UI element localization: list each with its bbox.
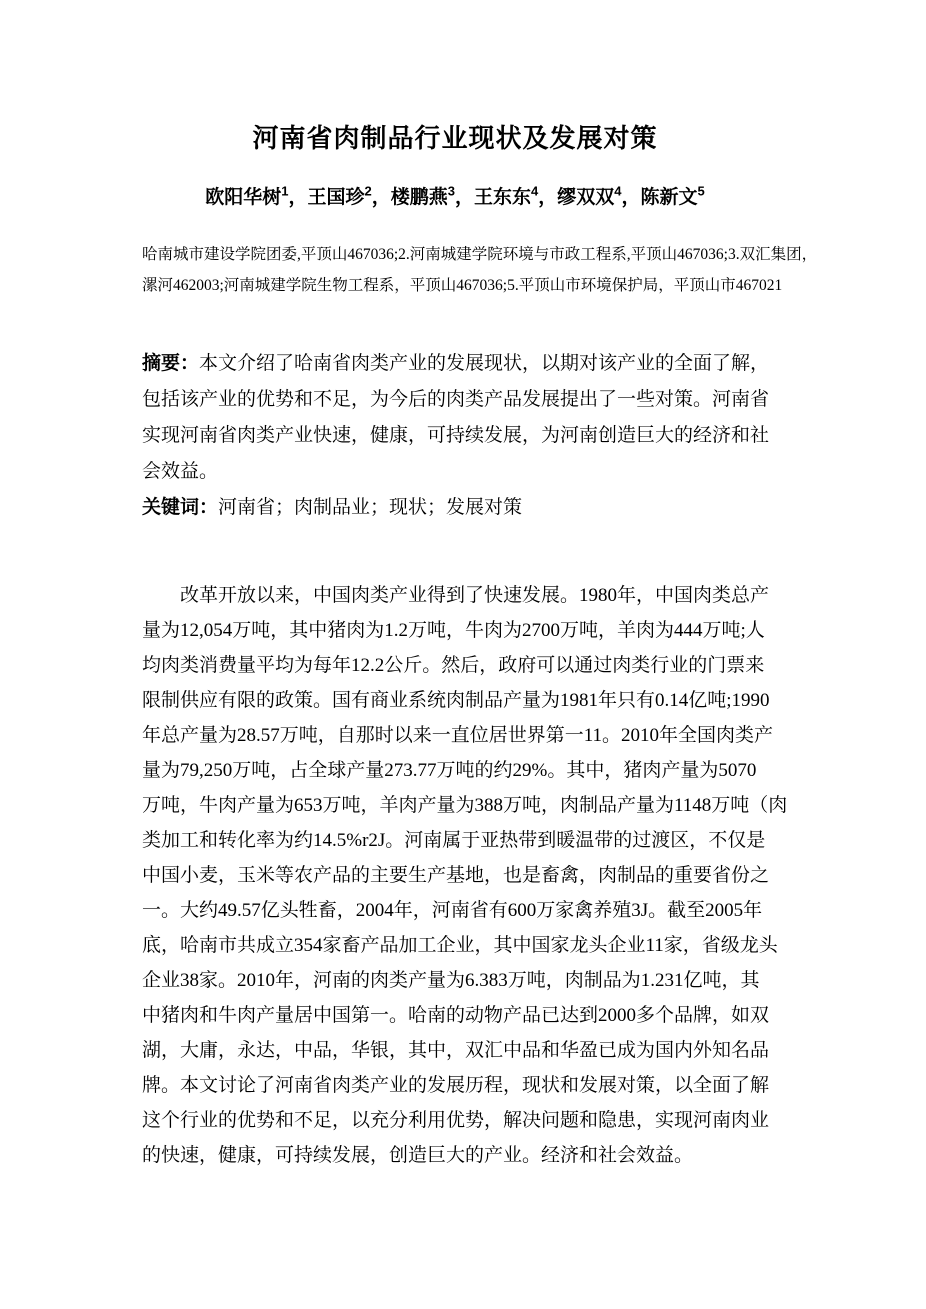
body-line: 限制供应有限的政策。国有商业系统肉制品产量为1981年只有0.14亿吨;1990 (142, 690, 770, 711)
keywords-label: 关键词： (142, 497, 219, 518)
body-line: 万吨，牛肉产量为653万吨，羊肉产量为388万吨，肉制品产量为1148万吨（肉 (142, 795, 788, 816)
keywords-line (142, 490, 768, 526)
body-line: 底，哈南市共成立354家畜产品加工企业，其中国家龙头企业11家，省级龙头 (142, 935, 778, 956)
author-separator: ， (288, 187, 308, 208)
author-affiliation-number: 4 (614, 183, 622, 199)
body-line: 企业38家。2010年，河南的肉类产量为6.383万吨，肉制品为1.231亿吨，其 (142, 970, 760, 991)
abstract-line: 包括该产业的优势和不足，为今后的肉类产品发展提出了一些对策。河南省 (142, 389, 770, 410)
author: 欧阳华树$^1$ (205, 183, 289, 208)
author: 王东东$^4$ (474, 183, 539, 208)
abstract-line (142, 346, 768, 382)
author-separator: ， (621, 187, 641, 208)
author-affiliation-number: 2 (364, 183, 372, 199)
abstract-label: 摘要： (142, 353, 200, 374)
author-affiliation-number: 5 (697, 183, 705, 199)
body-line: 量为79,250万吨，占全球产量273.77万吨的约29%。其中，猪肉产量为5070 (142, 760, 757, 781)
body-line: 湖，大庸，永达，中品，华银，其中，双汇中品和华盈已成为国内外知名品 (142, 1040, 770, 1061)
body-line: 改革开放以来，中国肉类产业得到了快速发展。1980年，中国肉类总产 (180, 585, 770, 606)
author: 王国珍$^2$ (307, 183, 372, 208)
abstract-line: 会效益。 (142, 461, 219, 482)
body-line: 中猪肉和牛肉产量居中国第一。哈南的动物产品已达到2000多个品牌，如双 (142, 1005, 770, 1026)
author-separator: ， (371, 187, 391, 208)
author-line (142, 182, 768, 209)
affiliation-line: 漯河462003;河南城建学院生物工程系，平顶山467036;5.平顶山市环境保护局，平顶山市467021 (142, 277, 783, 294)
body-line: 一。大约49.57亿头牲畜，2004年，河南省有600万家禽养殖3J。截至2005年 (142, 900, 763, 921)
author-affiliation-number: 4 (531, 183, 539, 199)
affiliation-line: 哈南城市建设学院团委,平顶山467036;2.河南城建学院环境与市政工程系,平顶山467036;3.双汇集团， (142, 246, 818, 263)
abstract-section (142, 346, 768, 526)
body-paragraph (142, 578, 788, 1173)
body-line: 中国小麦，玉米等农产品的主要生产基地，也是畜禽，肉制品的重要省份之 (142, 865, 770, 886)
body-line: 的快速，健康，可持续发展，创造巨大的产业。经济和社会效益。 (142, 1145, 694, 1166)
author-separator: ， (454, 187, 474, 208)
keywords-text: 河南省；肉制品业；现状；发展对策 (218, 497, 523, 518)
body-line: 牌。本文讨论了河南省肉类产业的发展历程，现状和发展对策，以全面了解 (142, 1075, 770, 1096)
author-affiliation-number: 3 (447, 183, 455, 199)
body-line: 均肉类消费量平均为每年12.2公斤。然后，政府可以通过肉类行业的门票来 (142, 655, 765, 676)
body-line: 类加工和转化率为约14.5%r2J。河南属于亚热带到暖温带的过渡区，不仅是 (142, 830, 766, 851)
paper-title: 河南省肉制品行业现状及发展对策 (252, 123, 658, 153)
author-affiliation-number: 1 (281, 183, 289, 199)
body-line: 年总产量为28.57万吨，自那时以来一直位居世界第一11。2010年全国肉类产 (142, 725, 774, 746)
author-separator: ， (538, 187, 558, 208)
body-line: 量为12,054万吨，其中猪肉为1.2万吨，牛肉为2700万吨，羊肉为444万吨;人 (142, 620, 765, 641)
body-line: 这个行业的优势和不足，以充分利用优势，解决问题和隐患，实现河南肉业 (142, 1110, 770, 1131)
author: 缪双双$^4$ (557, 183, 622, 208)
author: 楼鹏燕$^3$ (390, 183, 455, 208)
abstract-text: 本文介绍了哈南省肉类产业的发展现状，以期对该产业的全面了解， (199, 353, 770, 374)
abstract-line: 实现河南省肉类产业快速，健康，可持续发展，为河南创造巨大的经济和社 (142, 425, 770, 446)
affiliations (142, 239, 818, 301)
author: 陈新文$^5$ (640, 183, 705, 208)
